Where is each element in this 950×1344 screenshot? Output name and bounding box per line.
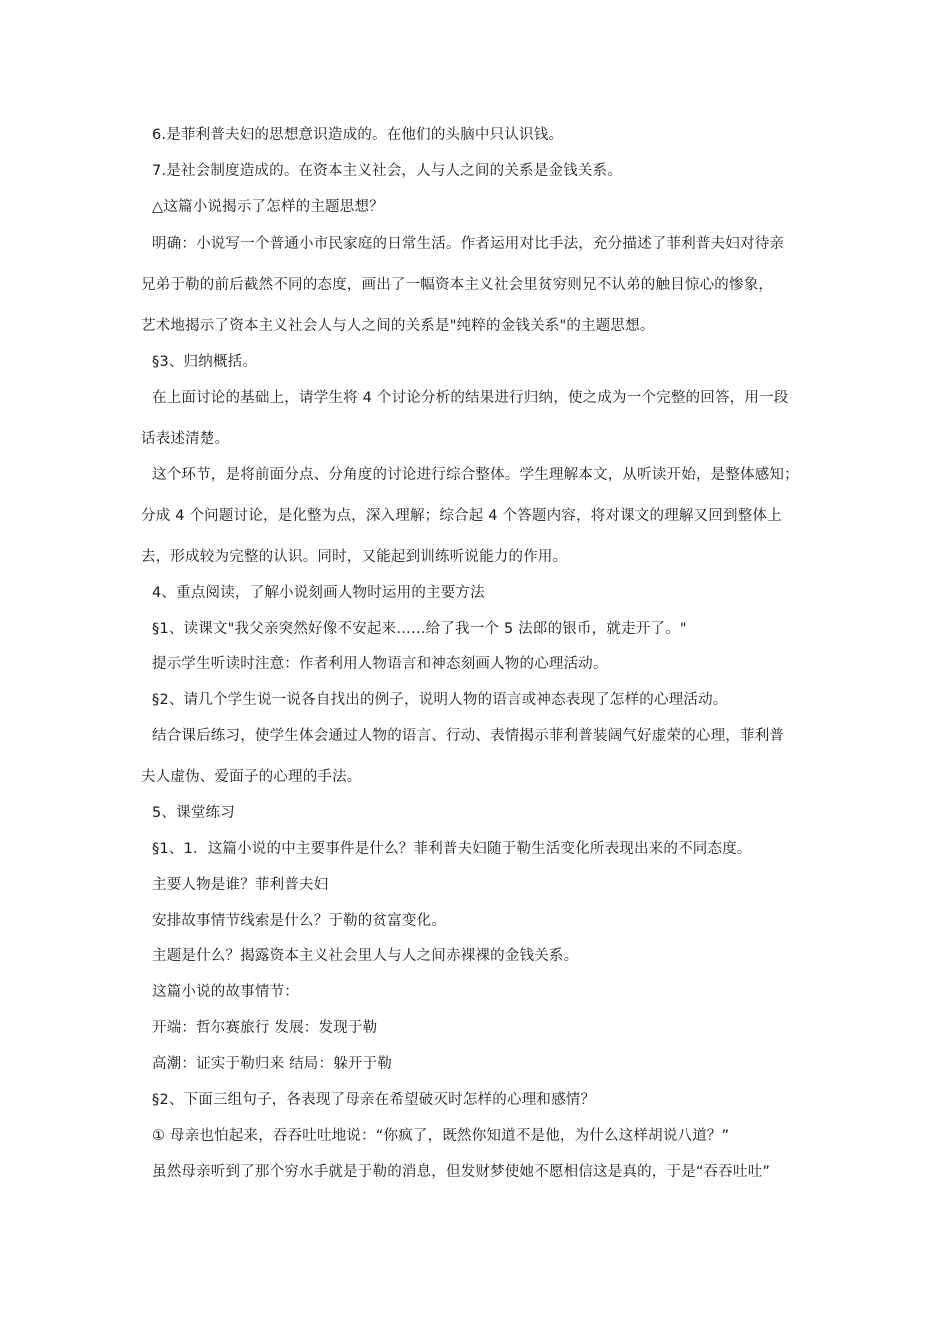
text-line: §1、读课文"我父亲突然好像不安起来……给了我一个 5 法郎的银币，就走开了。" bbox=[152, 621, 687, 637]
text-line: §2、请几个学生说一说各自找出的例子，说明人物的语言或神态表现了怎样的心理活动。 bbox=[152, 692, 728, 708]
text-line: 这篇小说的故事情节： bbox=[152, 984, 299, 1000]
text-line: 明确：小说写一个普通小市民家庭的日常生活。作者运用对比手法，充分描述了菲利普夫妇对待亲 bbox=[152, 236, 785, 252]
text-line: 结合课后练习，使学生体会通过人物的语言、行动、表情揭示菲利普装阔气好虚荣的心理，菲利普 bbox=[152, 728, 785, 744]
text-line: 4、重点阅读，了解小说刻画人物时运用的主要方法 bbox=[152, 585, 485, 601]
text-line: 分成 4 个问题讨论，是化整为点，深入理解；综合起 4 个答题内容，将对课文的理解又回到整体上 bbox=[141, 508, 782, 524]
text-line: 提示学生听读时注意：作者利用人物语言和神态刻画人物的心理活动。 bbox=[152, 656, 608, 672]
text-line: 艺术地揭示了资本主义社会人与人之间的关系是"纯粹的金钱关系"的主题思想。 bbox=[141, 318, 655, 334]
text-line: 去，形成较为完整的认识。同时，又能起到训练听说能力的作用。 bbox=[141, 549, 568, 565]
text-line: 主题是什么？揭露资本主义社会里人与人之间赤裸裸的金钱关系。 bbox=[152, 948, 579, 964]
text-line: 高潮：证实于勒归来 结局：躲开于勒 bbox=[152, 1056, 393, 1072]
text-line: 兄弟于勒的前后截然不同的态度，画出了一幅资本主义社会里贫穷则兄不认弟的触目惊心的惨象， bbox=[141, 277, 774, 293]
text-line: 虽然母亲听到了那个穷水手就是于勒的消息，但发财梦使她不愿相信这是真的，于是“吞吞吐吐” bbox=[152, 1164, 771, 1180]
text-line: §1、1．这篇小说的中主要事件是什么？菲利普夫妇随于勒生活变化所表现出来的不同态度。 bbox=[152, 841, 752, 857]
text-line: ① 母亲也怕起来，吞吞吐吐地说：“你疯了，既然你知道不是他，为什么这样胡说八道？” bbox=[152, 1128, 730, 1144]
text-line: §2、下面三组句子，各表现了母亲在希望破灭时怎样的心理和感情？ bbox=[152, 1092, 596, 1108]
text-line: 5、课堂练习 bbox=[152, 805, 235, 821]
text-line: 安排故事情节线索是什么？于勒的贫富变化。 bbox=[152, 913, 446, 929]
text-line: △这篇小说揭示了怎样的主题思想？ bbox=[152, 199, 384, 215]
text-line: 6.是菲利普夫妇的思想意识造成的。在他们的头脑中只认识钱。 bbox=[152, 127, 564, 143]
text-line: 这个环节，是将前面分点、分角度的讨论进行综合整体。学生理解本文，从听读开始，是整体感知； bbox=[152, 467, 799, 483]
text-line: 主要人物是谁？菲利普夫妇 bbox=[152, 877, 329, 893]
text-line: §3、归纳概括。 bbox=[152, 354, 258, 370]
text-line: 7.是社会制度造成的。在资本主义社会，人与人之间的关系是金钱关系。 bbox=[152, 163, 622, 179]
text-line: 开端：哲尔赛旅行 发展：发现于勒 bbox=[152, 1020, 378, 1036]
text-line: 夫人虚伪、爱面子的心理的手法。 bbox=[141, 769, 362, 785]
text-line: 话表述清楚。 bbox=[141, 431, 230, 447]
text-line: 在上面讨论的基础上，请学生将 4 个讨论分析的结果进行归纳，使之成为一个完整的回答，用一段 bbox=[152, 390, 789, 406]
